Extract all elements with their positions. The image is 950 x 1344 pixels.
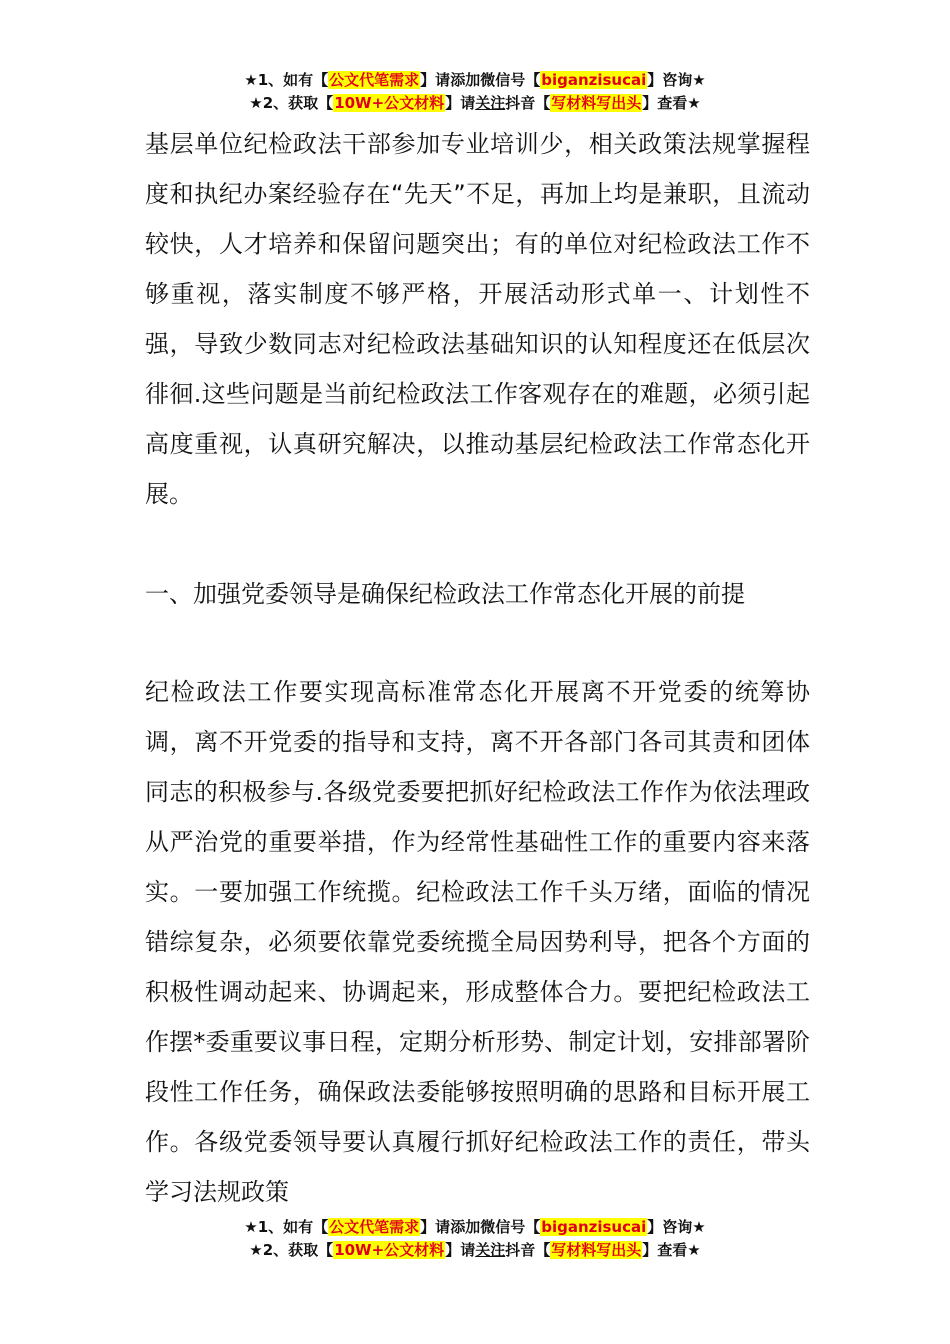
promo-text: 】请 — [420, 1218, 451, 1236]
body-paragraph-2: 纪检政法工作要实现高标准常态化开展离不开党委的统筹协调，离不开党委的指导和支持，离不开各部门各司其责和团体同志的积极参与.各级党委要把抓好纪检政法工作作为依法理政从严治党的重要举措，作为经常性基础性工作的重要内容来落实。一要加强工作统揽。纪检政法工作千头万绪，面临的情况错综复杂，必须要依靠党委统揽全局因势利导，把各个方面的积极性调动起来、协调起来，形成整体合力。要把纪检政法工作摆*委重要议事日程，定期分析形势、制定计划，安排部署阶段性工作任务，确保政法委能够按照明确的思路和目标开展工作。各级党委领导要认真履行抓好纪检政法工作的责任，带头学习法规政策 — [145, 678, 810, 1206]
promo-highlight: biganzisucai — [541, 71, 647, 89]
promo-text: ★2、获取【 — [249, 94, 334, 112]
promo-line-2 — [0, 92, 950, 115]
body-paragraph-1: 基层单位纪检政法干部参加专业培训少，相关政策法规掌握程度和执纪办案经验存在“先天”不足，再加上均是兼职，且流动较快，人才培养和保留问题突出；有的单位对纪检政法工作不够重视，落实制度不够严格，开展活动形式单一、计划性不强，导致少数同志对纪检政法基础知识的认知程度还在低层次徘徊.这些问题是当前纪检政法工作客观存在的难题，必须引起高度重视，认真研究解决，以推动基层纪检政法工作常态化开展。 — [145, 130, 810, 508]
promo-text: 关注 — [475, 94, 506, 112]
promo-text: 】查看★ — [642, 1241, 701, 1259]
promo-line-2 — [0, 1239, 950, 1262]
promo-text: 】请 — [420, 71, 451, 89]
promo-highlight: 10W+公文材料 — [334, 1241, 445, 1259]
promo-text: ★1、如有【 — [244, 1218, 329, 1236]
promo-line-1 — [0, 69, 950, 92]
promo-text: 】查看★ — [642, 94, 701, 112]
promo-text: 关注 — [475, 1241, 506, 1259]
promo-text: 添加 — [450, 1218, 481, 1236]
promo-text: 】请 — [445, 1241, 476, 1259]
section-heading-1: 一、加强党委领导是确保纪检政法工作常态化开展的前提 — [145, 580, 745, 608]
promo-highlight: 写材料写出头 — [551, 1241, 642, 1259]
promo-highlight: biganzisucai — [541, 1218, 647, 1236]
top-promo-banner — [0, 69, 950, 115]
promo-text: 】请 — [445, 94, 476, 112]
promo-highlight: 公文代笔需求 — [329, 71, 420, 89]
bottom-promo-banner — [0, 1216, 950, 1262]
promo-highlight: 写材料写出头 — [551, 94, 642, 112]
promo-text: 微信号【 — [480, 71, 541, 89]
promo-text: 抖音【 — [505, 94, 551, 112]
promo-text: 添加 — [450, 71, 481, 89]
promo-text: 】咨询★ — [647, 71, 706, 89]
promo-highlight: 公文代笔需求 — [329, 1218, 420, 1236]
promo-text: 抖音【 — [505, 1241, 551, 1259]
promo-text: 微信号【 — [480, 1218, 541, 1236]
promo-line-1 — [0, 1216, 950, 1239]
promo-text: ★1、如有【 — [244, 71, 329, 89]
promo-highlight: 10W+公文材料 — [334, 94, 445, 112]
promo-text: 】咨询★ — [647, 1218, 706, 1236]
promo-text: ★2、获取【 — [249, 1241, 334, 1259]
